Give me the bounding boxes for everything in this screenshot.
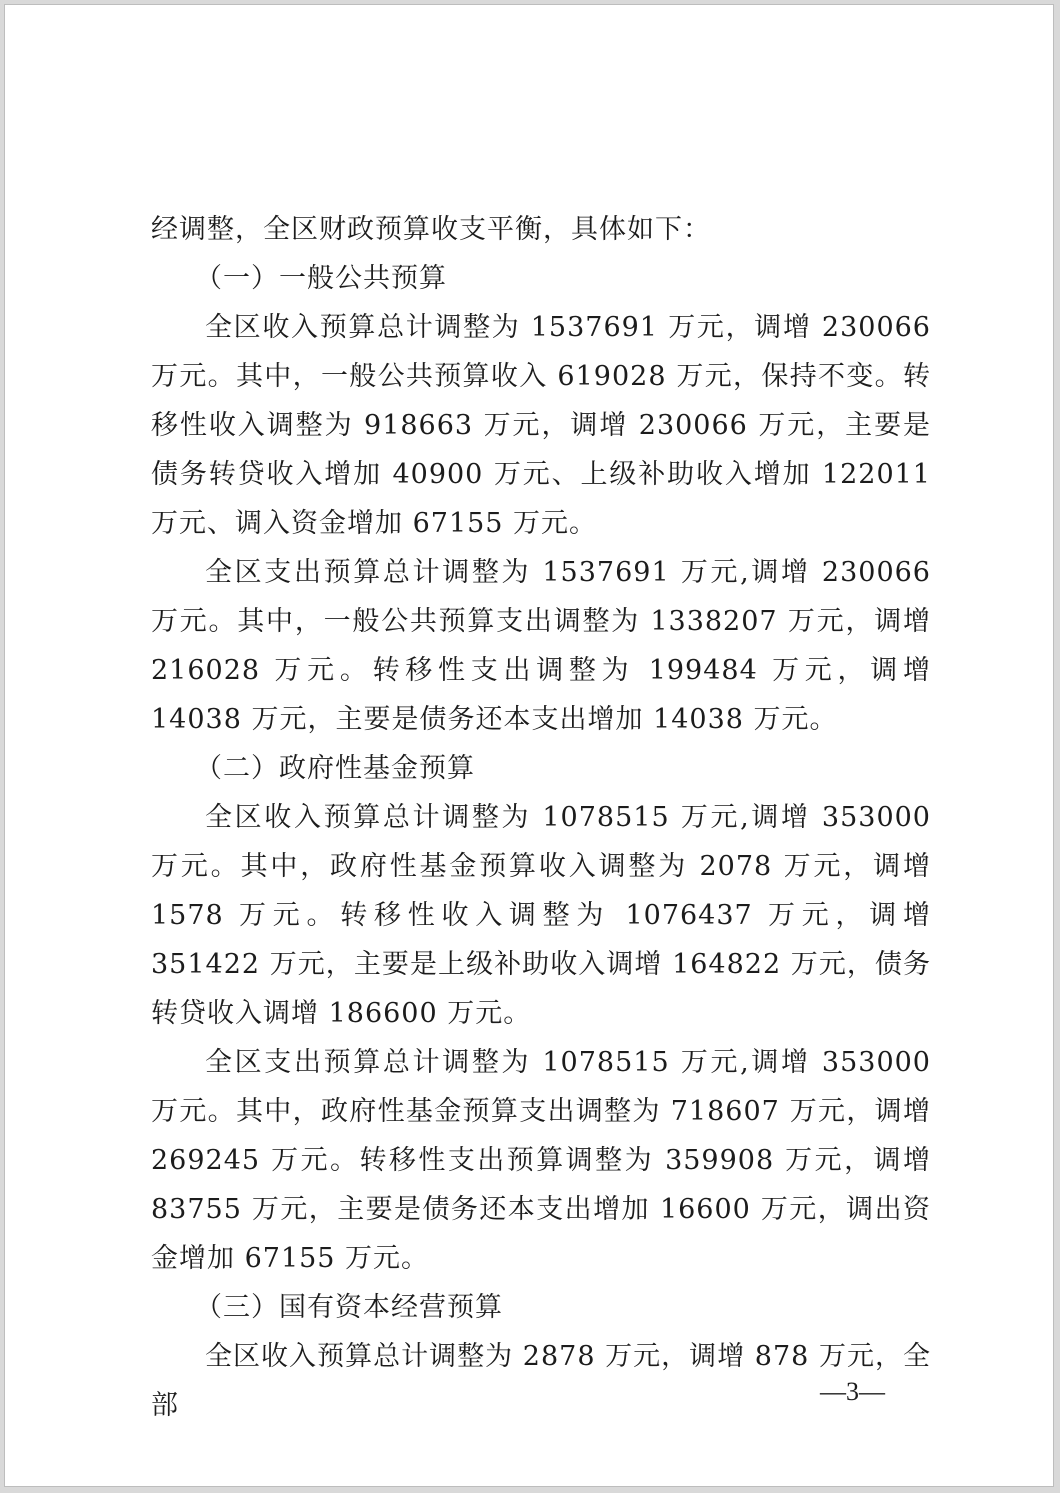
section-heading-fund-budget: （二）政府性基金预算 [195,753,475,784]
paragraph-state-capital-income: 全区收入预算总计调整为 2878 万元，调增 878 万元，全部 [151,1341,931,1421]
section-heading-general-budget: （一）一般公共预算 [195,263,447,294]
paragraph-fund-income: 全区收入预算总计调整为 1078515 万元,调增 353000 万元。其中，政府性基金预算收入调整为 2078 万元，调增 1578 万元。转移性收入调整为 1076437 万元，调增 351422 万元，主要是上级补助收入调增 164822 万元，债务转贷收入调增 186600 万元。 [151,802,931,1029]
paragraph-fund-expenditure: 全区支出预算总计调整为 1078515 万元,调增 353000 万元。其中，政府性基金预算支出调整为 718607 万元，调增 269245 万元。转移性支出预算调整为 359908 万元，调增 83755 万元，主要是债务还本支出增加 16600 万元，调出资金增加 67155 万元。 [151,1047,931,1274]
paragraph-general-income: 全区收入预算总计调整为 1537691 万元，调增 230066 万元。其中，一般公共预算收入 619028 万元，保持不变。转移性收入调整为 918663 万元，调增 230066 万元，主要是债务转贷收入增加 40900 万元、上级补助收入增加 122011 万元、调入资金增加 67155 万元。 [151,312,931,539]
intro-line: 经调整，全区财政预算收支平衡，具体如下： [151,214,711,245]
paragraph-general-expenditure: 全区支出预算总计调整为 1537691 万元,调增 230066 万元。其中，一般公共预算支出调整为 1338207 万元，调增 216028 万元。转移性支出调整为 199484 万元，调增 14038 万元，主要是债务还本支出增加 14038 万元。 [151,557,931,735]
page-number: —3— [820,1377,885,1406]
section-heading-state-capital-budget: （三）国有资本经营预算 [195,1292,503,1323]
document-body [151,205,931,1430]
document-page [4,4,1054,1487]
